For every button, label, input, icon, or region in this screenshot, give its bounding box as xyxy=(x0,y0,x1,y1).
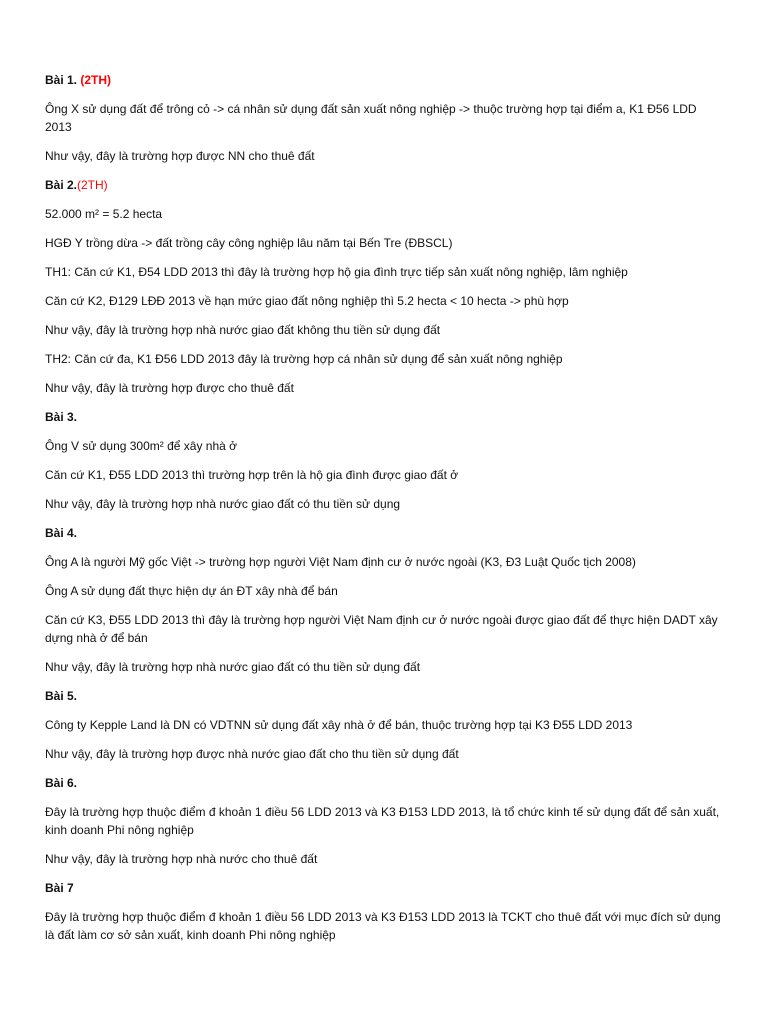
heading-text: Bài 2. xyxy=(45,178,78,192)
paragraph: Ông A là người Mỹ gốc Việt -> trường hợp người Việt Nam định cư ở nước ngoài (K3, Đ3 Luật Quốc tịch 2008) xyxy=(45,555,636,569)
section-heading: Bài 4. xyxy=(45,526,78,540)
paragraph: HGĐ Y trồng dừa -> đất trồng cây công nghiệp lâu năm tại Bến Tre (ĐBSCL) xyxy=(45,236,453,250)
document-body xyxy=(45,71,725,955)
paragraph: Căn cứ K3, Đ55 LDD 2013 thì đây là trường hợp người Việt Nam định cư ở nước ngoài được giao đất để thực hiện DADT xây dựng nhà ở để bán xyxy=(45,613,718,645)
section-heading: Bài 7 xyxy=(45,881,74,895)
paragraph: Công ty Kepple Land là DN có VDTNN sử dụng đất xây nhà ở để bán, thuộc trường hợp tại K3 Đ55 LDD 2013 xyxy=(45,718,633,732)
paragraph: Căn cứ K2, Đ129 LĐĐ 2013 về hạn mức giao đất nông nghiệp thì 5.2 hecta < 10 hecta -> phù hợp xyxy=(45,294,569,308)
heading-text: Bài 1. xyxy=(45,73,78,87)
section-heading: Bài 6. xyxy=(45,776,78,790)
section-heading: Bài 5. xyxy=(45,689,78,703)
paragraph: TH2: Căn cứ đa, K1 Đ56 LDD 2013 đây là trường hợp cá nhân sử dụng để sản xuất nông nghiệp xyxy=(45,352,563,366)
paragraph: Như vậy, đây là trường hợp được NN cho thuê đất xyxy=(45,149,315,163)
paragraph: Như vậy, đây là trường hợp nhà nước giao đất không thu tiền sử dụng đất xyxy=(45,323,441,337)
paragraph: Như vậy, đây là trường hợp nhà nước giao đất có thu tiền sử dụng đất xyxy=(45,660,421,674)
paragraph: Căn cứ K1, Đ55 LDD 2013 thì trường hợp trên là hộ gia đình được giao đất ở xyxy=(45,468,459,482)
section-heading xyxy=(45,176,725,194)
paragraph: Ông X sử dụng đất để trông cỏ -> cá nhân sử dụng đất sản xuất nông nghiệp -> thuộc trường hợp tại điểm a, K1 Đ56 LDD 2013 xyxy=(45,102,697,134)
paragraph: Đây là trường hợp thuộc điểm đ khoản 1 điều 56 LDD 2013 và K3 Đ153 LDD 2013 là TCKT cho thuê đất với mục đích sử dụng là đất làm cơ sở sản xuất, kinh doanh Phi nông nghiệp xyxy=(45,910,721,942)
section-heading xyxy=(45,71,725,89)
paragraph: Ông A sử dụng đất thực hiện dự án ĐT xây nhà để bán xyxy=(45,584,338,598)
heading-note: (2TH) xyxy=(80,73,112,87)
paragraph: 52.000 m² = 5.2 hecta xyxy=(45,207,163,221)
paragraph: Như vậy, đây là trường hợp được nhà nước giao đất cho thu tiền sử dụng đất xyxy=(45,747,459,761)
heading-note: (2TH) xyxy=(77,178,108,192)
paragraph: Như vậy, đây là trường hợp nhà nước cho thuê đất xyxy=(45,852,318,866)
section-heading: Bài 3. xyxy=(45,410,78,424)
paragraph: Ông V sử dụng 300m² để xây nhà ở xyxy=(45,439,238,453)
paragraph: TH1: Căn cứ K1, Đ54 LDD 2013 thì đây là trường hợp hộ gia đình trực tiếp sản xuất nông nghiệp, lâm nghiệp xyxy=(45,265,628,279)
paragraph: Đây là trường hợp thuộc điểm đ khoản 1 điều 56 LDD 2013 và K3 Đ153 LDD 2013, là tổ chức kinh tế sử dụng đất để sản xuất, kinh doanh Phi nông nghiệp xyxy=(45,805,720,837)
paragraph: Như vậy, đây là trường hợp được cho thuê đất xyxy=(45,381,294,395)
paragraph: Như vậy, đây là trường hợp nhà nước giao đất có thu tiền sử dụng xyxy=(45,497,401,511)
